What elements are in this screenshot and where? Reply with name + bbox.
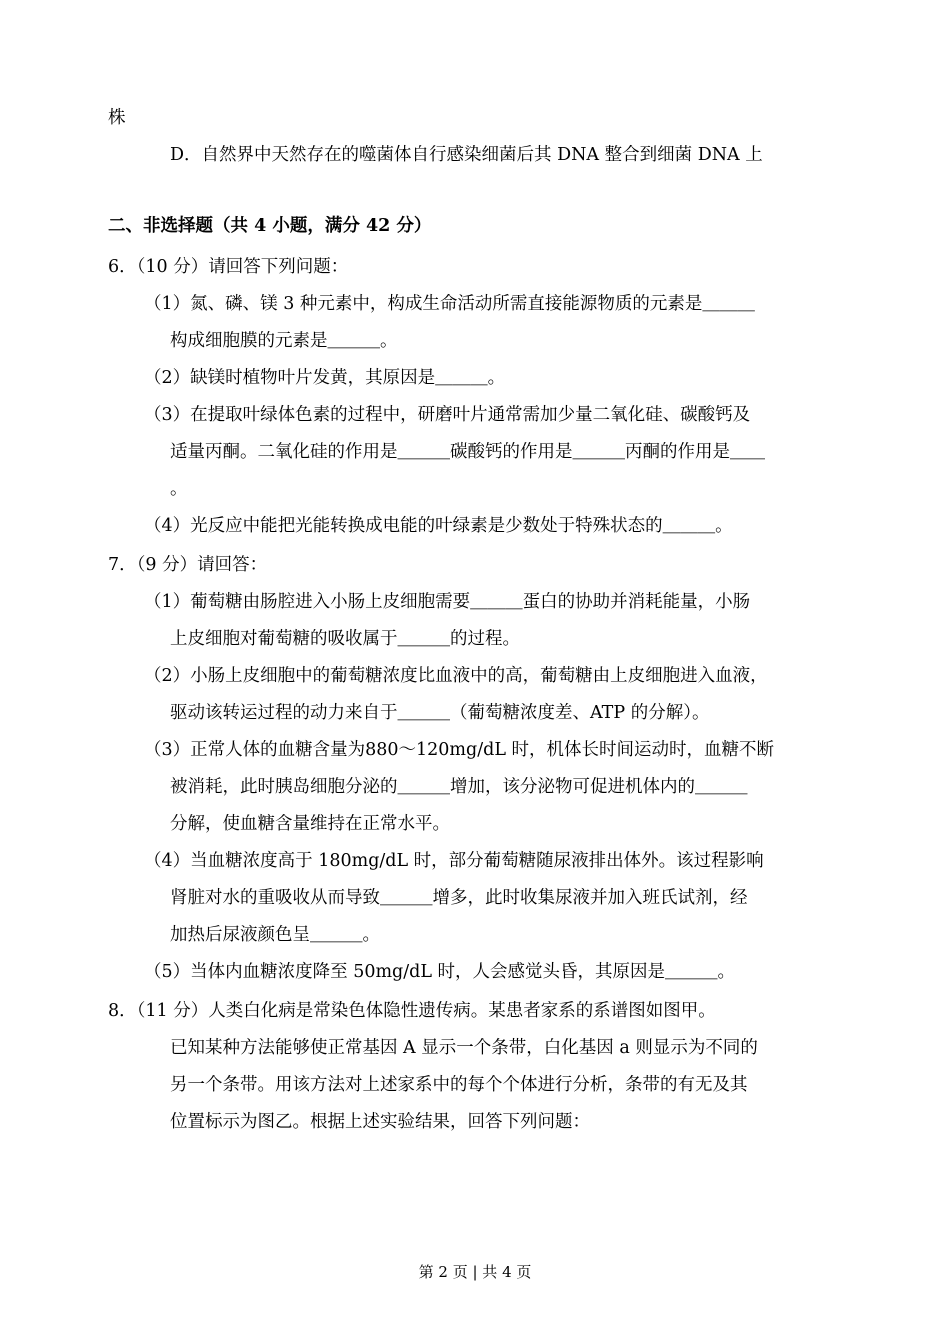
question-line: 适量丙酮。二氧化硅的作用是＿＿＿碳酸钙的作用是＿＿＿丙酮的作用是＿＿ [170, 442, 765, 462]
question-line: （5）当体内血糖浓度降至 50mg/dL 时，人会感觉头昏，其原因是＿＿＿。 [144, 962, 736, 982]
continued-text-fragment: 株 [108, 108, 126, 128]
choice-option-d: D．自然界中天然存在的噬菌体自行感染细菌后其 DNA 整合到细菌 DNA 上 [170, 145, 763, 165]
question-line: 驱动该转运过程的动力来自于＿＿＿（葡萄糖浓度差、ATP 的分解）。 [170, 703, 710, 723]
question-line: （2）缺镁时植物叶片发黄，其原因是＿＿＿。 [144, 368, 506, 388]
question-block [108, 993, 842, 1141]
question-heading: 7．（9 分）请回答： [108, 555, 268, 575]
question-line: 加热后尿液颜色呈＿＿＿。 [170, 925, 380, 945]
question-line: 分解，使血糖含量维持在正常水平。 [170, 814, 450, 834]
question-line: 另一个条带。用该方法对上述家系中的每个个体进行分析，条带的有无及其 [170, 1075, 748, 1095]
question-line: （2）小肠上皮细胞中的葡萄糖浓度比血液中的高，葡萄糖由上皮细胞进入血液， [144, 666, 768, 686]
question-line: 位置标示为图乙。根据上述实验结果，回答下列问题： [170, 1112, 590, 1132]
question-heading: 6．（10 分）请回答下列问题： [108, 257, 349, 277]
question-line: （1）葡萄糖由肠腔进入小肠上皮细胞需要＿＿＿蛋白的协助并消耗能量，小肠 [144, 592, 751, 612]
question-line: 被消耗，此时胰岛细胞分泌的＿＿＿增加，该分泌物可促进机体内的＿＿＿ [170, 777, 748, 797]
question-line: 上皮细胞对葡萄糖的吸收属于＿＿＿的过程。 [170, 629, 520, 649]
question-heading: 8．（11 分）人类白化病是常染色体隐性遗传病。某患者家系的系谱图如图甲。 [108, 1001, 716, 1021]
question-block [108, 547, 842, 991]
question-block [108, 249, 842, 545]
question-line: 已知某种方法能够使正常基因 A 显示一个条带，白化基因 a 则显示为不同的 [170, 1038, 758, 1058]
page-footer: 第 2 页 | 共 4 页 [418, 1263, 532, 1281]
question-line: （4）光反应中能把光能转换成电能的叶绿素是少数处于特殊状态的＿＿＿。 [144, 516, 733, 536]
question-line: （4）当血糖浓度高于 180mg/dL 时，部分葡萄糖随尿液排出体外。该过程影响 [144, 851, 764, 871]
question-line: （3）正常人体的血糖含量为880～120mg/dL 时，机体长时间运动时，血糖不断 [144, 740, 775, 760]
question-line: 。 [170, 479, 188, 499]
question-line: （1）氮、磷、镁 3 种元素中，构成生命活动所需直接能源物质的元素是＿＿＿ [144, 294, 755, 314]
section-heading: 二、非选择题（共 4 小题，满分 42 分） [108, 216, 432, 236]
question-line: （3）在提取叶绿体色素的过程中，研磨叶片通常需加少量二氧化硅、碳酸钙及 [144, 405, 751, 425]
question-line: 肾脏对水的重吸收从而导致＿＿＿增多，此时收集尿液并加入班氏试剂，经 [170, 888, 748, 908]
question-line: 构成细胞膜的元素是＿＿＿。 [170, 331, 398, 351]
